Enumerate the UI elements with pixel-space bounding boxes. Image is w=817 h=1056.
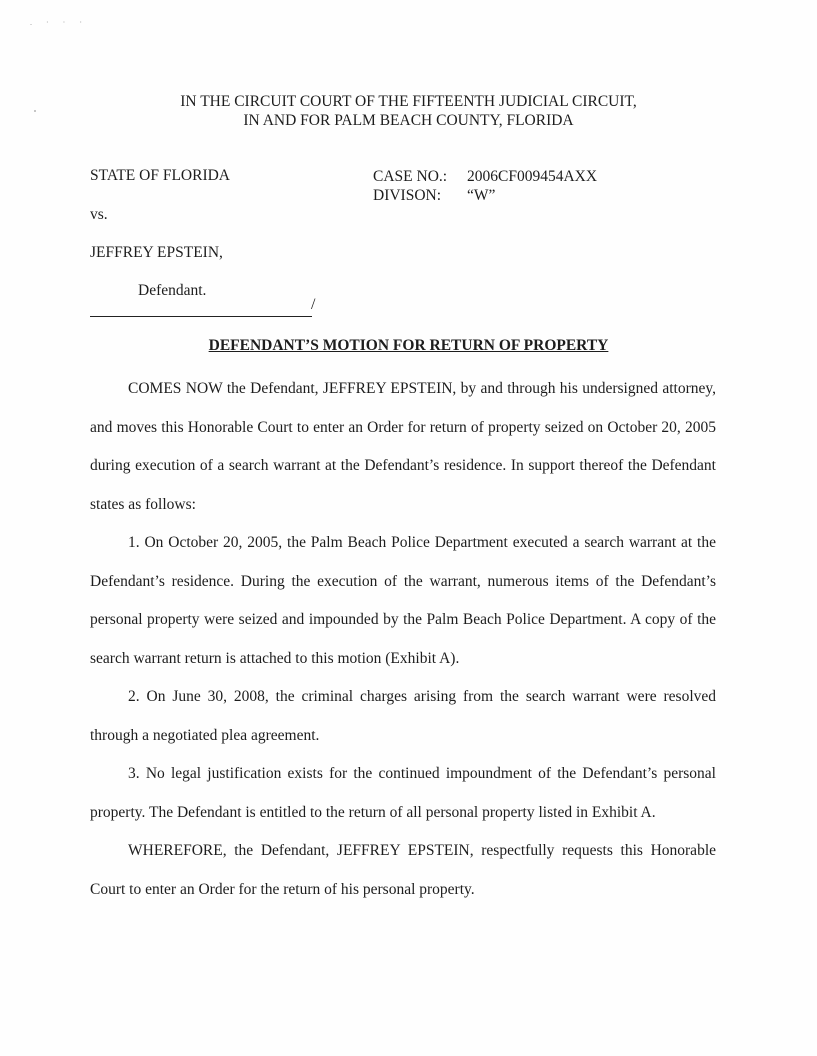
paragraph-3: 3. No legal justification exists for the continued impoundment of the Defendant’s personal property. The Defendant is entitled to the return of all personal property listed in Exhibit A. [90, 765, 716, 821]
versus-label: vs. [90, 206, 108, 223]
defendant-name: JEFFREY EPSTEIN, [90, 244, 223, 261]
plaintiff-name: STATE OF FLORIDA [90, 167, 230, 184]
court-heading-line1: IN THE CIRCUIT COURT OF THE FIFTEENTH JUDICIAL CIRCUIT, [180, 93, 637, 110]
paragraph-1: 1. On October 20, 2005, the Palm Beach Police Department executed a search warrant at the Defendant’s residence. During the execution of the warrant, numerous items of the Defendant’s personal property were seized and impounded by the Palm Beach Police Department. A copy of the search warrant return is attached to this motion (Exhibit A). [90, 534, 716, 667]
defendant-role: Defendant. [138, 282, 207, 299]
case-number-value: 2006CF009454AXX [467, 168, 598, 185]
court-heading-line2: IN AND FOR PALM BEACH COUNTY, FLORIDA [243, 112, 574, 129]
motion-title: DEFENDANT’S MOTION FOR RETURN OF PROPERTY [208, 337, 609, 354]
division-value: “W” [467, 187, 496, 204]
caption-rule [90, 316, 312, 317]
division-label: DIVISON: [373, 187, 442, 204]
division-row [373, 186, 597, 205]
court-heading [0, 92, 817, 130]
case-number-row [373, 167, 597, 186]
case-number-label: CASE NO.: [373, 168, 448, 185]
wherefore-paragraph: WHEREFORE, the Defendant, JEFFREY EPSTEIN, respectfully requests this Honorable Court to enter an Order for the return of his personal property. [90, 842, 716, 898]
motion-body [90, 370, 716, 909]
caption-slash: / [311, 296, 316, 313]
scan-specks: . · · · [30, 18, 88, 27]
paragraph-2: 2. On June 30, 2008, the criminal charges arising from the search warrant were resolved through a negotiated plea agreement. [90, 688, 716, 744]
case-info [373, 167, 597, 205]
intro-paragraph: COMES NOW the Defendant, JEFFREY EPSTEIN, by and through his undersigned attorney, and moves this Honorable Court to enter an Order for return of property seized on October 20, 2005 during execution of a search warrant at the Defendant’s residence. In support thereof the Defendant states as follows: [90, 380, 716, 513]
